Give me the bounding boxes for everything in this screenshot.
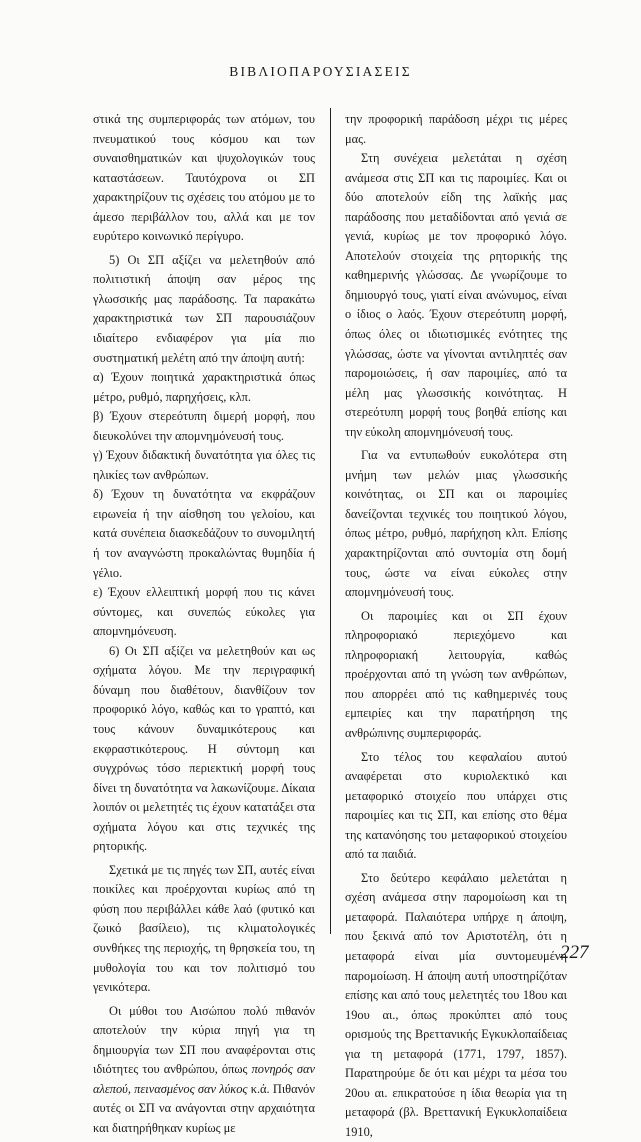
left-column bbox=[93, 110, 315, 1138]
paragraph-text: κ.ά. Πιθανόν αυτές οι ΣΠ να ανάγονται στην αρχαιότητα και διατηρήθηκαν κυρίως με bbox=[93, 1081, 315, 1135]
paragraph bbox=[93, 1002, 315, 1139]
paragraph: Σχετικά με τις πηγές των ΣΠ, αυτές είναι ποικίλες και προέρχονται κυρίως από τη φύση που περιβάλλει κάθε λαό (φυτικό και ζωικό βασίλειο), τις κλιματολογικές συνθήκες της περιοχής, τη θρησκεία του, τη μυθολογία του και τον πολιτισμό του γενικότερα. bbox=[93, 862, 315, 995]
list-item-b: β) Έχουν στερεότυπη διμερή μορφή, που διευκολύνει την απομνημόνευσή τους. bbox=[93, 409, 315, 443]
paragraph: 5) Οι ΣΠ αξίζει να μελετηθούν από πολιτιστική άποψη σαν μέρος της γλωσσικής μας παράδοσης. Τα παρακάτω χαρακτηριστικά των ΣΠ παρουσιάζουν ιδιαίτερο ενδιαφέρον για μία πιο συστηματική μελέτη από την άποψη αυτή: bbox=[93, 252, 315, 365]
running-header: ΒΙΒΛΙΟΠΑΡΟΥΣΙΑΣΕΙΣ bbox=[229, 64, 412, 79]
paragraph: 6) Οι ΣΠ αξίζει να μελετηθούν και ως σχήματα λόγου. Με την περιγραφική δύναμη που διαθέτουν, διανθίζουν τον προφορικό λόγο, καθώς και το γραπτό, και τους κάνουν δυναμικότερους και εκφραστικότερους. Η σύντομη και συγχρόνως τόσο περιεκτική μορφή τους δίνει τη δυνατότητα να λακωνίζουμε. Δίκαια λοιπόν οι μελετητές τις έχουν κατατάξει στα σχήματα λόγου και στις τεχνικές της ρητορικής. bbox=[93, 643, 315, 854]
paragraph: Στο δεύτερο κεφάλαιο μελετάται η σχέση ανάμεσα στην παρομοίωση και τη μεταφορά. Παλαιότερα υπήρχε η άποψη, που ξεκινά από τον Αριστοτέλη, ότι η μεταφορά είναι μία συντομευμένη παρομοίωση. Η άποψη αυτή υποστηρίζόταν επίσης και από τους μελετητές του 18ου και 19ου αι., όπως προκύπτει από τους ορισμούς της Βρεττανικής Εγκυκλοπαίδειας για τη μεταφορά (1771, 1797, 1857). Παρατηρούμε δε ότι και μέχρι τα μέσα του 20ου αι. επικρατούσε η ίδια θεωρία για τη μεταφορά (βλ. Βρεττανική Εγκυκλοπαίδεια 1910, bbox=[345, 870, 567, 1139]
paragraph: Για να εντυπωθούν ευκολότερα στη μνήμη των μελών μιας γλωσσικής κοινότητας, οι ΣΠ και οι παροιμίες δανείζονται τεχνικές του ποιητικού λόγου, όπως μέτρο, ρυθμό, παρήχηση κλπ. Επίσης χαρακτηρίζονται από συντομία στη δομή τους, ώστε να είναι εύκολες στην απομνημόνευσή τους. bbox=[345, 448, 567, 600]
emphasized-examples: πονηρός σαν αλεπού, πεινασμένος σαν λύκος bbox=[93, 1062, 316, 1096]
list-item-a: α) Έχουν ποιητικά χαρακτηριστικά όπως μέτρο, ρυθμό, παρηχήσεις, κλπ. bbox=[93, 370, 315, 404]
right-column bbox=[345, 110, 567, 1142]
list-item-d: δ) Έχουν τη δυνατότητα να εκφράζουν ειρωνεία ή την αίσθηση του γελοίου, και κατά συνέπεια διασκεδάζουν το συνομιλητή ή τον αναγνώστη προκαλώντας θυμηδία ή γέλιο. bbox=[93, 487, 315, 580]
paragraph: Στη συνέχεια μελετάται η σχέση ανάμεσα στις ΣΠ και τις παροιμίες. Και οι δύο αποτελούν είδη της λαϊκής μας παράδοσης που μεταδίδονται από γενιά σε γενιά, κυρίως με τον προφορικό λόγο. Αποτελούν στοιχεία της ρητορικής της καθημερινής γλώσσας. Δε γνωρίζουμε το δημιουργό τους, γιατί είναι ανώνυμος, είναι ο ίδιος ο λαός. Έχουν στερεότυπη μορφή, όπως όλες οι ιδιωτισμικές ενότητες της γλώσσας, ώστε να γίνονται αντιληπτές σαν παρομοιώσεις, ή σαν παροιμίες, από τα μέλη μας γλωσσικής κοινότητας. Η στερεότυπη μορφή τους βοηθά επίσης και την εύκολη απομνημόνευσή τους. bbox=[345, 151, 567, 439]
column-divider bbox=[330, 108, 331, 934]
paragraph: Στο τέλος του κεφαλαίου αυτού αναφέρεται στο κυριολεκτικό και μεταφορικό στοιχείο που υπάρχει στις παροιμίες και τις ΣΠ, και επίσης στο θέμα της κατανόησης του μεταφορικού στοιχείου από τα παιδιά. bbox=[345, 749, 567, 862]
paragraph-text: Οι μύθοι του Αισώπου πολύ πιθανόν αποτελούν την κύρια πηγή για τη δημιουργία των ΣΠ που αναφέρονται στις ιδιότητες του ανθρώπου, όπως bbox=[93, 1003, 315, 1077]
paragraph: την προφορική παράδοση μέχρι τις μέρες μας. bbox=[345, 112, 567, 146]
page-number: 227 bbox=[560, 942, 589, 963]
list-item-c: γ) Έχουν διδακτική δυνατότητα για όλες τις ηλικίες των ανθρώπων. bbox=[93, 448, 315, 482]
paragraph: Οι παροιμίες και οι ΣΠ έχουν πληροφοριακό περιεχόμενο και πληροφοριακή λειτουργία, καθώς προέρχονται από τη γνώση των ανθρώπων, που απορρέει από τις καθημερινές τους εμπειρίες και την παρατήρηση της ανθρώπινης συμπεριφοράς. bbox=[345, 608, 567, 740]
list-item-e: ε) Έχουν ελλειπτική μορφή που τις κάνει σύντομες, και συνεπώς εύκολες για απομνημόνευση. bbox=[93, 585, 315, 639]
paragraph: στικά της συμπεριφοράς των ατόμων, του πνευματικού τους κόσμου και των συναισθηματικών και ψυχολογικών τους καταστάσεων. Ταυτόχρονα οι ΣΠ χαρακτηρίζουν τις σχέσεις του ατόμου με το άμεσο περιβάλλον του, αλλά και με τον ευρύτερο κοινωνικό περίγυρο. bbox=[93, 112, 315, 244]
